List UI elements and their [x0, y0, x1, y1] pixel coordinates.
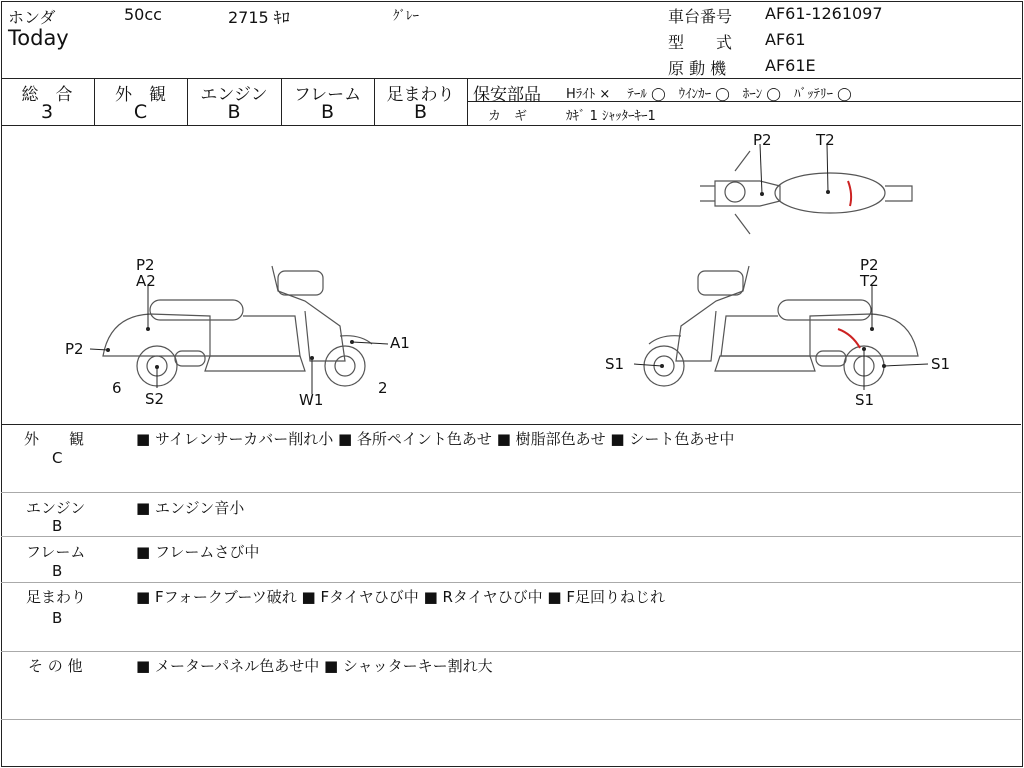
type-label: 型 式: [668, 33, 733, 52]
note-label-engine: エンジン: [26, 499, 86, 517]
key-info: ｶｷﾞ 1 ｼｬｯﾀｰｷｰ1: [566, 109, 656, 124]
note-grade-exterior: C: [52, 449, 63, 467]
engine-value: AF61E: [765, 56, 816, 75]
mark-left-six: 6: [112, 379, 122, 397]
scooter-damage-diagram: [0, 126, 1022, 424]
damage-mark-top: [848, 181, 851, 206]
grade-value-suspension: B: [413, 101, 428, 123]
note-grade-engine: B: [52, 517, 63, 535]
grade-value-frame: B: [320, 101, 335, 123]
mileage: 2715 ｷﾛ: [228, 8, 290, 27]
mark-top-p2: P2: [753, 131, 772, 149]
grade-value-exterior: C: [133, 101, 148, 123]
safety-label: 保安部品: [473, 85, 541, 105]
divider: [1, 424, 1021, 425]
note-label-exterior: 外 観: [24, 430, 85, 448]
type-value: AF61: [765, 30, 806, 49]
divider: [467, 78, 468, 125]
note-text-exterior: ■ サイレンサーカバー削れ小 ■ 各所ペイント色あせ ■ 樹脂部色あせ ■ シート色あせ中: [136, 430, 735, 448]
top-view-outline: [700, 151, 912, 234]
grade-label-overall: 総 合: [21, 85, 73, 105]
mark-left-a1: A1: [390, 334, 410, 352]
grade-label-engine: エンジン: [200, 85, 268, 105]
grade-label-exterior: 外 観: [115, 85, 166, 105]
mark-top-t2: T2: [816, 131, 835, 149]
engine-cc: 50cc: [124, 5, 162, 24]
note-text-other: ■ メーターパネル色あせ中 ■ シャッターキー割れ大: [136, 657, 493, 675]
note-grade-frame: B: [52, 562, 63, 580]
mark-right-s1-bottom: S1: [855, 391, 875, 409]
note-text-engine: ■ エンジン音小: [136, 499, 245, 517]
safety-items: Hﾗｲﾄ × ﾃｰﾙ ◯ ｳｲﾝｶｰ ◯ ﾎｰﾝ ◯ ﾊﾞｯﾃﾘｰ ◯: [566, 87, 852, 102]
divider: [1, 719, 1021, 720]
note-text-frame: ■ フレームさび中: [136, 543, 260, 561]
mark-right-s1-right: S1: [931, 355, 951, 373]
mark-left-p2-side: P2: [65, 340, 84, 358]
mark-left-two: 2: [378, 379, 388, 397]
frame-no: AF61-1261097: [765, 4, 883, 23]
divider: [1, 536, 1021, 537]
mark-right-t2: T2: [860, 272, 879, 290]
mark-right-s1-left: S1: [605, 355, 625, 373]
key-label: カ ギ: [488, 109, 528, 124]
divider: [1, 582, 1021, 583]
model-name: Today: [8, 26, 69, 50]
maker: ホンダ: [8, 8, 56, 27]
mark-left-a2: A2: [136, 272, 156, 290]
divider: [1, 651, 1021, 652]
note-label-suspension: 足まわり: [26, 588, 87, 606]
engine-label: 原 動 機: [668, 59, 727, 78]
mark-left-w1: W1: [299, 391, 324, 409]
grade-label-frame: フレーム: [293, 85, 362, 105]
mark-left-s2: S2: [145, 390, 165, 408]
note-label-other: そ の 他: [28, 657, 83, 675]
divider: [1, 78, 1021, 79]
grade-value-engine: B: [227, 101, 241, 123]
damage-mark-side: [838, 329, 860, 348]
grade-value-overall: 3: [40, 101, 54, 123]
note-label-frame: フレーム: [26, 543, 86, 561]
frame-no-label: 車台番号: [668, 7, 733, 26]
mark-left-p2-top: P2: [136, 256, 155, 274]
note-grade-suspension: B: [52, 609, 63, 627]
divider: [1, 492, 1021, 493]
grade-label-suspension: 足まわり: [386, 85, 455, 105]
note-text-suspension: ■ Fフォークブーツ破れ ■ Fタイヤひび中 ■ Rタイヤひび中 ■ F足回りねじれ: [136, 588, 665, 606]
mark-right-p2: P2: [860, 256, 879, 274]
body-color: ｸﾞﾚｰ: [393, 9, 419, 24]
